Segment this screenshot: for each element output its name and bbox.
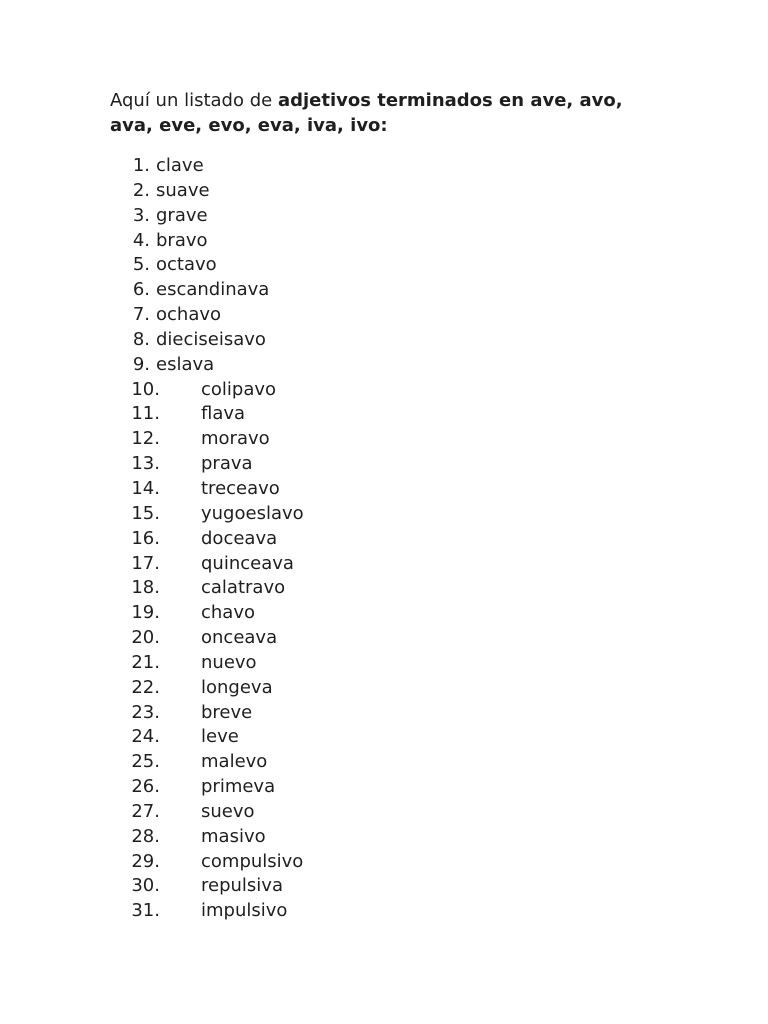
list-item-word: flava <box>201 403 246 425</box>
list-item-word: dieciseisavo <box>156 328 266 350</box>
list-item-number: 27. <box>131 800 160 822</box>
list-item-word: moravo <box>201 428 270 450</box>
list-item-number: 5. <box>132 254 150 276</box>
list-item-word: repulsiva <box>201 875 283 897</box>
list-item-word: malevo <box>201 751 268 773</box>
list-item-number: 28. <box>131 825 160 847</box>
list-item-number: 26. <box>131 776 160 798</box>
list-item-number: 13. <box>131 453 160 475</box>
list-item-number: 20. <box>131 627 160 649</box>
list-item-number: 10. <box>131 378 160 400</box>
list-item-number: 24. <box>131 726 160 748</box>
list-item-word: eslava <box>156 353 215 375</box>
list-item-word: clave <box>156 155 204 176</box>
list-item-word: calatravo <box>201 577 286 599</box>
list-item-word: prava <box>201 453 253 475</box>
list-item-number: 12. <box>131 428 160 450</box>
list-item-word: doceava <box>201 527 278 549</box>
list-item-word: breve <box>201 701 253 723</box>
list-item-number: 16. <box>131 527 160 549</box>
list-item-word: nuevo <box>201 651 257 673</box>
list-item-word: leve <box>201 726 239 748</box>
list-item-word: yugoeslavo <box>201 502 304 524</box>
list-item-number: 25. <box>131 751 160 773</box>
list-item-word: bravo <box>156 229 208 251</box>
list-item-word: suevo <box>201 800 255 822</box>
list-item-word: longeva <box>201 676 273 698</box>
list-item-word: grave <box>156 204 208 226</box>
list-item-word: treceavo <box>201 477 280 499</box>
list-item-number: 31. <box>131 900 160 922</box>
list-item-word: escandinava <box>156 279 270 301</box>
list-item-number: 1. <box>132 155 150 176</box>
list-item-number: 17. <box>131 552 160 574</box>
list-item-word: primeva <box>201 776 276 798</box>
list-item-word: ochavo <box>156 304 222 326</box>
intro-bold: adjetivos terminados en ave, avo, ava, eve, evo, eva, iva, ivo: <box>110 90 623 136</box>
list-item-word: chavo <box>201 602 255 624</box>
list-item-number: 19. <box>131 602 160 624</box>
list-item-number: 3. <box>132 204 150 226</box>
list-item-number: 18. <box>131 577 160 599</box>
list-item-number: 21. <box>131 651 160 673</box>
list-item-number: 6. <box>132 279 150 301</box>
list-item-number: 29. <box>131 850 160 872</box>
list-item-word: compulsivo <box>201 850 304 872</box>
list-item-number: 14. <box>131 477 160 499</box>
list-item-word: impulsivo <box>201 900 288 922</box>
list-item-number: 23. <box>131 701 160 723</box>
list-item-number: 9. <box>132 353 150 375</box>
intro-paragraph <box>110 88 670 138</box>
list-item-word: onceava <box>201 627 278 649</box>
intro-lead: Aquí un listado de <box>110 90 278 111</box>
list-item-number: 22. <box>131 676 160 698</box>
list-item-word: octavo <box>156 254 217 276</box>
list-item-word: colipavo <box>201 378 277 400</box>
list-item-number: 4. <box>132 229 150 251</box>
list-item-word: masivo <box>201 825 266 847</box>
list-item-number: 15. <box>131 502 160 524</box>
list-item-number: 2. <box>132 179 150 201</box>
list-item-number: 11. <box>131 403 160 425</box>
list-item-number: 8. <box>132 328 150 350</box>
list-item-word: suave <box>156 179 210 201</box>
list-item-number: 30. <box>131 875 160 897</box>
list-item-word: quinceava <box>201 552 294 574</box>
list-item-number: 7. <box>132 304 150 326</box>
